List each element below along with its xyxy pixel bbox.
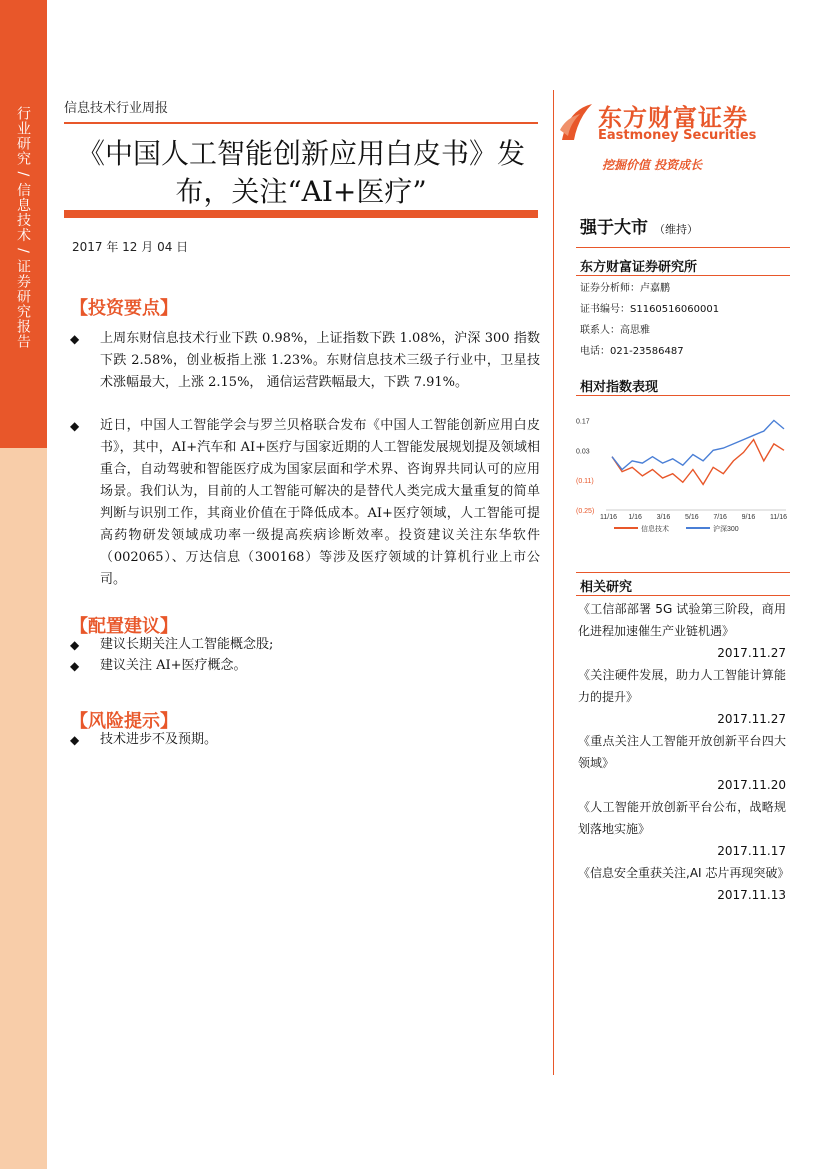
bullet-icon: ◆ — [70, 419, 80, 433]
x-tick-label: 3/16 — [656, 514, 671, 521]
related-item-title[interactable]: 《人工智能开放创新平台公布，战略规划落地实施》 — [578, 800, 786, 836]
section-title-config: 【配置建议】 — [70, 616, 178, 637]
report-header — [64, 97, 538, 124]
related-item-date: 2017.11.20 — [717, 778, 786, 792]
analyst-info — [580, 278, 719, 362]
related-item-title[interactable]: 《工信部部署 5G 试验第三阶段，商用化进程加速催生产业链机遇》 — [578, 602, 786, 638]
chart-section-title: 相对指数表现 — [580, 380, 659, 395]
analyst-cert: 证书编号：S1160516060001 — [580, 304, 720, 315]
related-item-date: 2017.11.27 — [717, 646, 786, 660]
x-tick-label: 11/16 — [770, 514, 787, 521]
institute-name: 东方财富证券研究所 — [580, 260, 698, 275]
divider — [576, 572, 790, 573]
y-tick-label: (0.25) — [576, 508, 595, 515]
related-item-date: 2017.11.13 — [717, 888, 786, 902]
y-tick-label: (0.11) — [576, 478, 594, 486]
x-tick-label: 9/16 — [741, 514, 756, 521]
rating-note: （维持） — [654, 223, 698, 236]
divider — [576, 247, 790, 248]
list-item: ◆ 建议关注 AI+医疗概念。 — [70, 655, 540, 677]
analyst-name: 证券分析师：卢嘉鹏 — [580, 283, 670, 294]
y-tick-label: 0.17 — [576, 418, 590, 426]
rating-label: 强于大市 — [580, 218, 648, 238]
rating — [580, 213, 698, 238]
relative-index-chart — [574, 406, 792, 536]
divider — [576, 595, 790, 596]
contact-name: 联系人：高思雅 — [580, 325, 650, 336]
brand-name-en: Eastmoney Securities — [598, 128, 757, 143]
bullet-icon: ◆ — [70, 659, 80, 673]
page-title: 《中国人工智能创新应用白皮书》发布，关注“AI+医疗” — [76, 137, 525, 208]
divider — [576, 275, 790, 276]
industry-label: 信息技术行业周报 — [64, 97, 538, 124]
related-title: 相关研究 — [580, 580, 633, 595]
related-list — [578, 598, 790, 906]
column-divider — [553, 90, 554, 1075]
related-item-date: 2017.11.17 — [717, 844, 786, 858]
section-title-risk: 【风险提示】 — [70, 711, 178, 732]
related-item-date: 2017.11.27 — [717, 712, 786, 726]
bullet-icon: ◆ — [70, 332, 80, 346]
x-tick-label: 11/16 — [600, 514, 617, 521]
report-date: 2017 年 12 月 04 日 — [72, 240, 189, 254]
logo-icon — [558, 100, 596, 146]
x-tick-label: 5/16 — [685, 514, 699, 521]
list-item: ◆ 建议长期关注人工智能概念股; — [70, 634, 540, 656]
list-item: ◆ 技术进步不及预期。 — [70, 729, 540, 751]
x-tick-label: 1/16 — [628, 514, 642, 521]
brand-logo — [558, 98, 768, 150]
brand-name-cn: 东方财富证券 — [598, 104, 748, 132]
bullet-icon: ◆ — [70, 733, 80, 747]
legend-label: 沪深300 — [713, 526, 739, 533]
x-tick-label: 7/16 — [713, 514, 727, 521]
y-tick-label: 0.03 — [576, 448, 590, 456]
divider — [576, 395, 790, 396]
sidebar-label: 行业研究 / 信息技术 / 证券研究报告 — [15, 106, 31, 350]
related-item-title[interactable]: 《重点关注人工智能开放创新平台四大领域》 — [578, 734, 786, 770]
related-item-title[interactable]: 《信息安全重获关注,AI 芯片再现突破》 — [578, 866, 790, 880]
related-item-title[interactable]: 《关注硬件发展，助力人工智能计算能力的提升》 — [578, 668, 786, 704]
bullet-icon: ◆ — [70, 638, 80, 652]
contact-phone: 电话：021-23586487 — [580, 346, 684, 357]
brand-slogan: 挖掘价值 投资成长 — [602, 158, 703, 172]
title-bar — [64, 210, 538, 218]
series-line — [612, 420, 784, 469]
legend-label: 信息技术 — [641, 526, 669, 533]
sidebar-light — [0, 448, 47, 1169]
list-item: ◆ 近日，中国人工智能学会与罗兰贝格联合发布《中国人工智能创新应用白皮书》，其中，AI+汽车和 AI+医疗与国家近期的人工智能发展规划提及领域相重合，自动驾驶和智能医疗成为国家层面和学术界、咨询界共同认可的应用场景。我们认为，目前的人工智能可解决的是替代人类完成大量重复的简单判断与识别工作，其商业价值在于降低成本。AI+医疗领域，人工智能可提高药物研发领域成功率一级提高疾病诊断效率。投资建议关注东华软件（002065）、万达信息（300168）等涉及医疗领域的计算机行业上市公司。 — [70, 415, 540, 591]
section-title-invest: 【投资要点】 — [70, 298, 178, 319]
list-item: ◆ 上周东财信息技术行业下跌 0.98%，上证指数下跌 1.08%，沪深 300 指数下跌 2.58%，创业板指上涨 1.23%。东财信息技术三级子行业中，卫星技术涨幅最大，上涨 2.15%， 通信运营跌幅最大，下跌 7.91%。 — [70, 328, 540, 394]
